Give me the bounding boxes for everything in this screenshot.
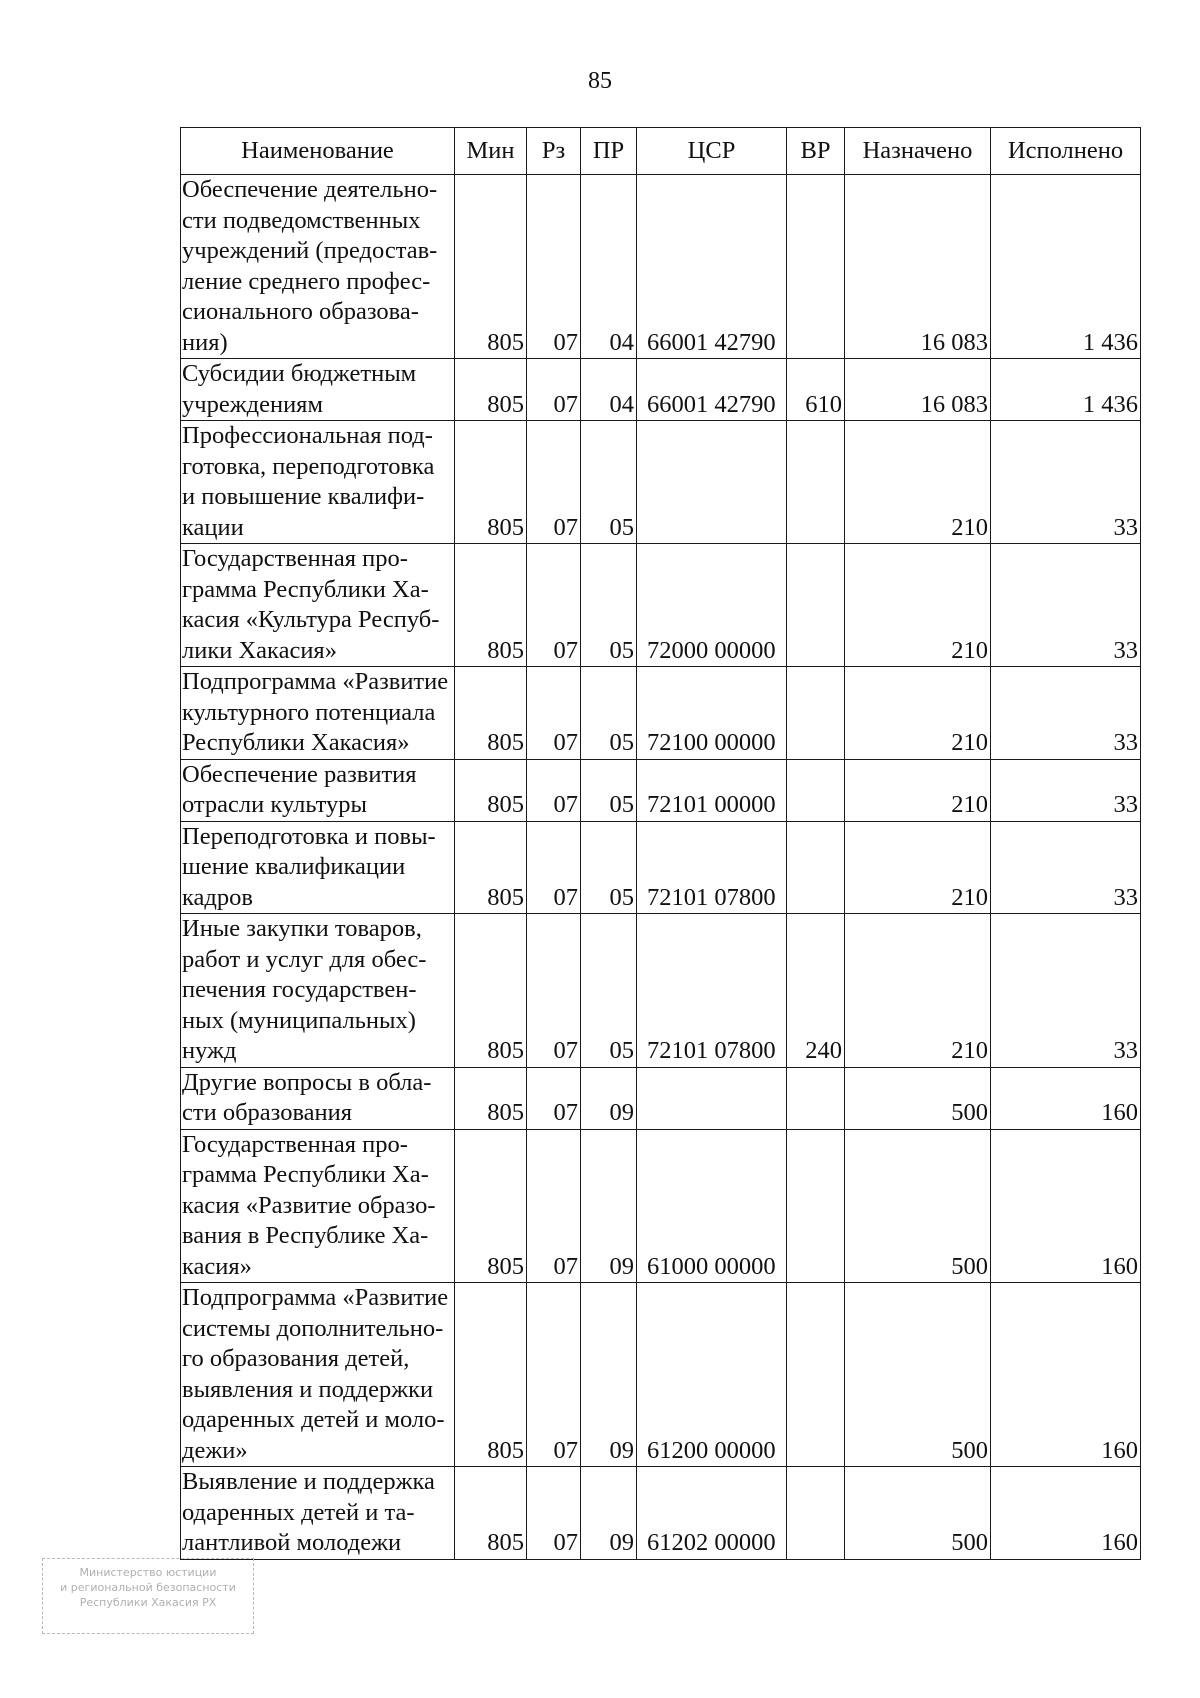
cell-executed: 160 xyxy=(991,1129,1141,1283)
table-row xyxy=(181,667,1141,760)
page-number: 85 xyxy=(588,68,612,94)
cell-name: Подпрограмма «Развитие культурного потенциала Республики Хакасия» xyxy=(181,667,455,760)
cell-assigned: 210 xyxy=(845,544,991,667)
cell-min: 805 xyxy=(455,1283,527,1467)
cell-vr: 610 xyxy=(787,359,845,421)
cell-rz: 07 xyxy=(527,544,581,667)
cell-executed: 33 xyxy=(991,914,1141,1068)
cell-vr xyxy=(787,821,845,914)
cell-csr: 61200 00000 xyxy=(637,1283,787,1467)
cell-name: Иные закупки товаров, работ и услуг для обес- печения государствен- ных (муниципальных) нужд xyxy=(181,914,455,1068)
cell-name: Другие вопросы в обла- сти образования xyxy=(181,1067,455,1129)
cell-csr: 72000 00000 xyxy=(637,544,787,667)
cell-csr: 72101 00000 xyxy=(637,759,787,821)
cell-rz: 07 xyxy=(527,1067,581,1129)
cell-min: 805 xyxy=(455,421,527,544)
cell-csr: 66001 42790 xyxy=(637,359,787,421)
cell-csr: 72101 07800 xyxy=(637,914,787,1068)
table-row xyxy=(181,1467,1141,1560)
cell-name: Выявление и поддержка одаренных детей и та- лантливой молодежи xyxy=(181,1467,455,1560)
cell-executed: 33 xyxy=(991,667,1141,760)
header-pr: ПР xyxy=(581,128,637,175)
cell-vr xyxy=(787,667,845,760)
cell-csr: 61202 00000 xyxy=(637,1467,787,1560)
cell-assigned: 210 xyxy=(845,421,991,544)
cell-pr: 05 xyxy=(581,821,637,914)
cell-min: 805 xyxy=(455,667,527,760)
table-row xyxy=(181,544,1141,667)
cell-assigned: 210 xyxy=(845,759,991,821)
header-csr: ЦСР xyxy=(637,128,787,175)
cell-name: Обеспечение развития отрасли культуры xyxy=(181,759,455,821)
table-row xyxy=(181,914,1141,1068)
cell-min: 805 xyxy=(455,175,527,359)
table-row xyxy=(181,821,1141,914)
cell-name: Профессиональная под- готовка, переподготовка и повышение квалифи- кации xyxy=(181,421,455,544)
cell-csr: 72100 00000 xyxy=(637,667,787,760)
cell-pr: 04 xyxy=(581,175,637,359)
cell-min: 805 xyxy=(455,1067,527,1129)
cell-vr xyxy=(787,421,845,544)
registration-stamp xyxy=(42,1558,254,1634)
cell-rz: 07 xyxy=(527,359,581,421)
cell-executed: 160 xyxy=(991,1467,1141,1560)
cell-pr: 05 xyxy=(581,421,637,544)
cell-assigned: 500 xyxy=(845,1129,991,1283)
cell-min: 805 xyxy=(455,359,527,421)
cell-name: Субсидии бюджетным учреждениям xyxy=(181,359,455,421)
table-header-row xyxy=(181,128,1141,175)
header-rz: Рз xyxy=(527,128,581,175)
cell-executed: 160 xyxy=(991,1283,1141,1467)
cell-executed: 33 xyxy=(991,821,1141,914)
cell-vr xyxy=(787,1067,845,1129)
table-row xyxy=(181,359,1141,421)
table-row xyxy=(181,1283,1141,1467)
header-min: Мин xyxy=(455,128,527,175)
header-name: Наименование xyxy=(181,128,455,175)
cell-assigned: 16 083 xyxy=(845,359,991,421)
header-vr: ВР xyxy=(787,128,845,175)
cell-executed: 33 xyxy=(991,544,1141,667)
cell-rz: 07 xyxy=(527,421,581,544)
cell-csr: 61000 00000 xyxy=(637,1129,787,1283)
cell-pr: 04 xyxy=(581,359,637,421)
cell-name: Государственная про- грамма Республики Ха- касия «Развитие образо- вания в Республике Ха- касия» xyxy=(181,1129,455,1283)
cell-vr xyxy=(787,175,845,359)
table-row xyxy=(181,759,1141,821)
cell-executed: 33 xyxy=(991,759,1141,821)
cell-name: Подпрограмма «Развитие системы дополнительно- го образования детей, выявления и поддержки одаренных детей и моло- дежи» xyxy=(181,1283,455,1467)
cell-min: 805 xyxy=(455,914,527,1068)
stamp-line: и региональной безопасности xyxy=(60,1581,236,1594)
cell-rz: 07 xyxy=(527,1129,581,1283)
cell-assigned: 16 083 xyxy=(845,175,991,359)
cell-rz: 07 xyxy=(527,821,581,914)
cell-executed: 33 xyxy=(991,421,1141,544)
cell-vr xyxy=(787,544,845,667)
table-row xyxy=(181,175,1141,359)
cell-name: Обеспечение деятельно- сти подведомственных учреждений (предостав- ление среднего профес- сионального образова- ния) xyxy=(181,175,455,359)
cell-vr xyxy=(787,1129,845,1283)
cell-name: Переподготовка и повы- шение квалификации кадров xyxy=(181,821,455,914)
table-body xyxy=(181,175,1141,1560)
cell-pr: 05 xyxy=(581,544,637,667)
cell-vr xyxy=(787,1283,845,1467)
cell-min: 805 xyxy=(455,1129,527,1283)
cell-csr: 72101 07800 xyxy=(637,821,787,914)
cell-rz: 07 xyxy=(527,1467,581,1560)
cell-pr: 09 xyxy=(581,1283,637,1467)
cell-rz: 07 xyxy=(527,914,581,1068)
cell-executed: 1 436 xyxy=(991,175,1141,359)
budget-table xyxy=(180,127,1141,1560)
stamp-line: Республики Хакасия РХ xyxy=(79,1596,217,1609)
cell-rz: 07 xyxy=(527,175,581,359)
table-row xyxy=(181,421,1141,544)
cell-min: 805 xyxy=(455,759,527,821)
cell-executed: 1 436 xyxy=(991,359,1141,421)
cell-csr xyxy=(637,421,787,544)
cell-name: Государственная про- грамма Республики Ха- касия «Культура Респуб- лики Хакасия» xyxy=(181,544,455,667)
cell-min: 805 xyxy=(455,821,527,914)
cell-vr xyxy=(787,759,845,821)
cell-assigned: 500 xyxy=(845,1067,991,1129)
cell-assigned: 500 xyxy=(845,1283,991,1467)
cell-rz: 07 xyxy=(527,667,581,760)
header-executed: Исполнено xyxy=(991,128,1141,175)
cell-assigned: 210 xyxy=(845,821,991,914)
cell-assigned: 500 xyxy=(845,1467,991,1560)
cell-min: 805 xyxy=(455,1467,527,1560)
cell-executed: 160 xyxy=(991,1067,1141,1129)
cell-pr: 09 xyxy=(581,1129,637,1283)
cell-pr: 05 xyxy=(581,667,637,760)
cell-rz: 07 xyxy=(527,1283,581,1467)
cell-assigned: 210 xyxy=(845,914,991,1068)
cell-csr: 66001 42790 xyxy=(637,175,787,359)
cell-pr: 09 xyxy=(581,1467,637,1560)
cell-pr: 05 xyxy=(581,914,637,1068)
table-row xyxy=(181,1067,1141,1129)
cell-vr: 240 xyxy=(787,914,845,1068)
header-assigned: Назначено xyxy=(845,128,991,175)
cell-vr xyxy=(787,1467,845,1560)
cell-pr: 09 xyxy=(581,1067,637,1129)
cell-pr: 05 xyxy=(581,759,637,821)
cell-assigned: 210 xyxy=(845,667,991,760)
table-row xyxy=(181,1129,1141,1283)
cell-rz: 07 xyxy=(527,759,581,821)
cell-min: 805 xyxy=(455,544,527,667)
stamp-line: Министерство юстиции xyxy=(79,1566,217,1579)
cell-csr xyxy=(637,1067,787,1129)
